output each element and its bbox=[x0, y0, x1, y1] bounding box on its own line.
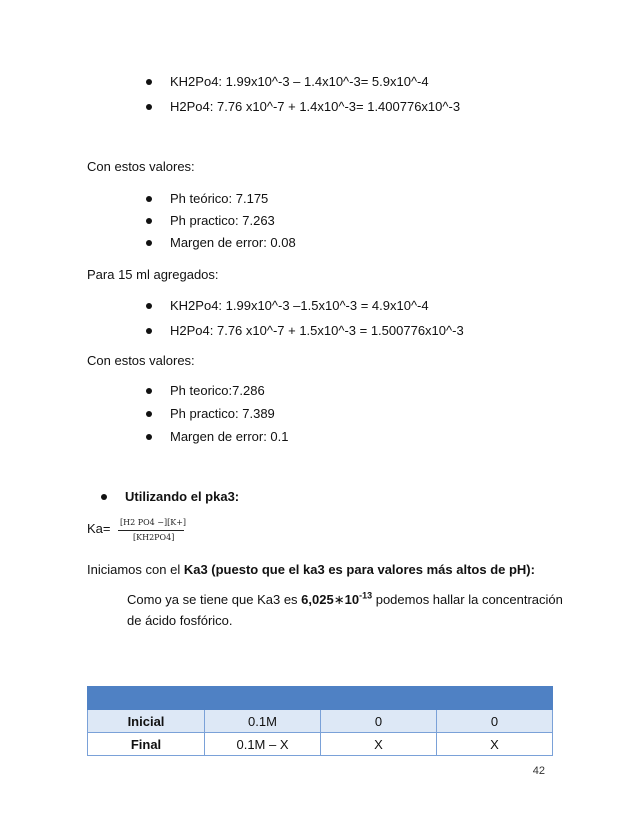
ka3-base: 10 bbox=[344, 592, 360, 607]
table-cell: 0.1M – X bbox=[205, 733, 321, 756]
bullet-icon bbox=[146, 411, 152, 417]
table-header-cell bbox=[437, 687, 553, 710]
table-cell: 0.1M bbox=[205, 710, 321, 733]
table-cell: Final bbox=[88, 733, 205, 756]
ka-numerator: [H2 PO4 −][K+] bbox=[120, 518, 187, 527]
bullet-icon bbox=[146, 303, 152, 309]
bullet-icon bbox=[146, 328, 152, 334]
bullet-icon bbox=[146, 196, 152, 202]
list-item-text: KH2Po4: 1.99x10^-3 –1.5x10^-3 = 4.9x10^-4 bbox=[170, 298, 429, 313]
bullet-icon bbox=[146, 79, 152, 85]
bullet-icon bbox=[146, 388, 152, 394]
table-header-cell bbox=[205, 687, 321, 710]
times-symbol: ∗ bbox=[333, 592, 345, 607]
list-item-text: Ph teórico: 7.175 bbox=[170, 191, 269, 206]
bullet-icon bbox=[146, 104, 152, 110]
table-header-cell bbox=[88, 687, 205, 710]
table-row bbox=[88, 733, 553, 756]
bullet-icon bbox=[146, 240, 152, 246]
list-item-text: Margen de error: 0.08 bbox=[170, 235, 296, 250]
list-item-text: H2Po4: 7.76 x10^-7 + 1.4x10^-3= 1.400776x10^-3 bbox=[170, 99, 461, 114]
table-header-cell bbox=[321, 687, 437, 710]
ka-denominator: [KH2PO4] bbox=[133, 533, 175, 542]
fraction-bar bbox=[118, 530, 184, 531]
paragraph-intro bbox=[87, 561, 535, 579]
paragraph-para-15ml: Para 15 ml agregados: bbox=[87, 267, 219, 282]
intro-bold: Ka3 (puesto que el ka3 es para valores más altos de pH): bbox=[183, 562, 535, 577]
list-item-text: Margen de error: 0.1 bbox=[170, 429, 289, 444]
table-header-row bbox=[88, 687, 553, 710]
paragraph-ka3-value bbox=[127, 591, 563, 609]
ka3-text-pre: Como ya se tiene que Ka3 es bbox=[127, 592, 302, 607]
table-cell: 0 bbox=[437, 710, 553, 733]
ka3-value: 6,025 bbox=[301, 592, 334, 607]
ice-table bbox=[87, 686, 553, 756]
table-cell: X bbox=[321, 733, 437, 756]
bullet-icon bbox=[146, 434, 152, 440]
bullet-icon bbox=[146, 218, 152, 224]
heading-text: Utilizando el pka3: bbox=[125, 489, 240, 504]
page-number: 42 bbox=[532, 765, 545, 777]
ka3-text-post: podemos hallar la concentración bbox=[372, 592, 563, 607]
list-item-text: Ph practico: 7.263 bbox=[170, 213, 275, 228]
table-cell: X bbox=[437, 733, 553, 756]
list-item-text: H2Po4: 7.76 x10^-7 + 1.5x10^-3 = 1.500776x10^-3 bbox=[170, 323, 464, 338]
table-cell: 0 bbox=[321, 710, 437, 733]
list-item-text: Ph teorico:7.286 bbox=[170, 383, 265, 398]
paragraph-con-estos-valores: Con estos valores: bbox=[87, 159, 195, 174]
ka-label: Ka= bbox=[87, 521, 111, 536]
table-cell: Inicial bbox=[88, 710, 205, 733]
ka3-exponent: -13 bbox=[359, 590, 373, 601]
paragraph-con-estos-valores: Con estos valores: bbox=[87, 353, 195, 368]
intro-prefix: Iniciamos con el bbox=[87, 562, 184, 577]
paragraph-ka3-line2: de ácido fosfórico. bbox=[127, 613, 233, 628]
bullet-icon bbox=[101, 494, 107, 500]
list-item-text: Ph practico: 7.389 bbox=[170, 406, 275, 421]
table-row bbox=[88, 710, 553, 733]
list-item-text: KH2Po4: 1.99x10^-3 – 1.4x10^-3= 5.9x10^-4 bbox=[170, 74, 429, 89]
